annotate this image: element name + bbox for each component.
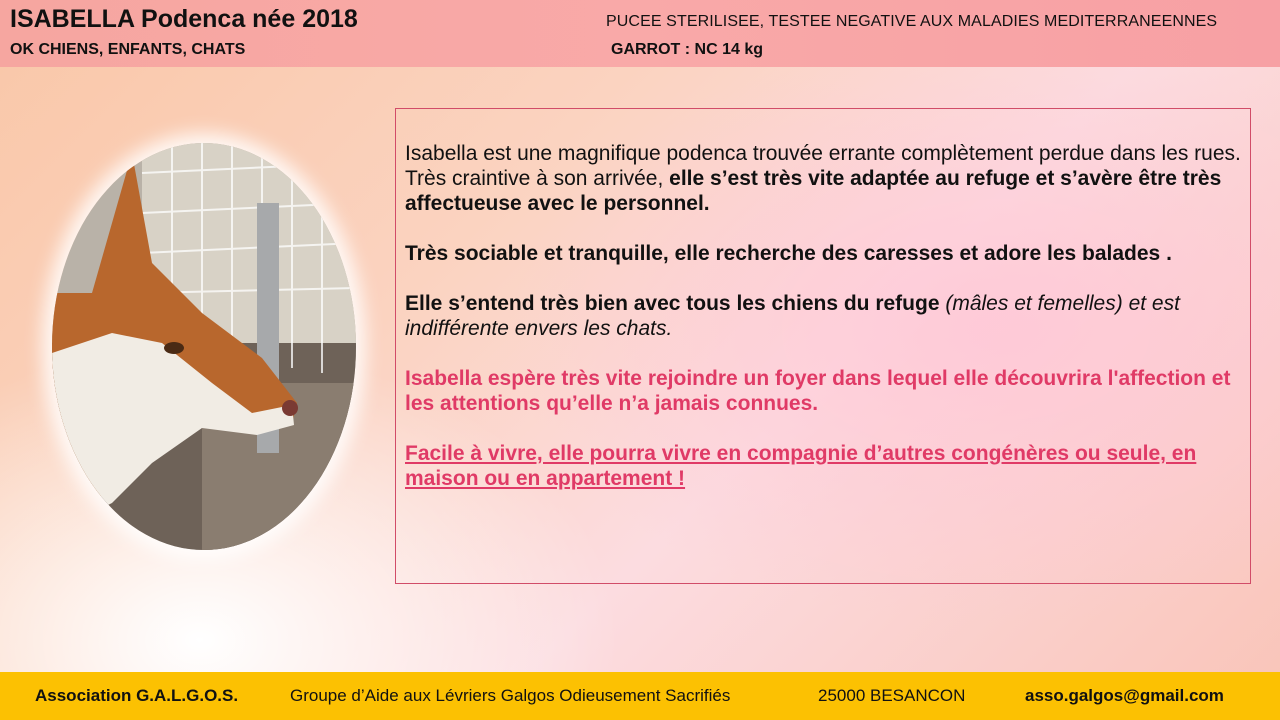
dog-photo <box>52 143 356 550</box>
arrival-paragraph: Très craintive à son arrivée, elle s’est très vite adaptée au refuge et s’avère être très affectueuse avec le personnel. <box>405 167 1222 215</box>
association-email: asso.galgos@gmail.com <box>1025 686 1224 705</box>
intro-paragraph: Isabella est une magnifique podenca trouvée errante complètement perdue dans les rues. <box>405 142 1241 165</box>
easy-living-paragraph: Facile à vivre, elle pourra vivre en compagnie d’autres congénères ou seule, en maison ou en appartement ! <box>405 442 1197 490</box>
association-city: 25000 BESANCON <box>818 686 966 705</box>
sociable-paragraph: Très sociable et tranquille, elle recherche des caresses et adore les balades . <box>405 242 1172 265</box>
health-status: PUCEE STERILISEE, TESTEE NEGATIVE AUX MALADIES MEDITERRANEENNES <box>606 13 1218 30</box>
dogs-paragraph: Elle s’entend très bien avec tous les chiens du refuge (mâles et femelles) et est indifférente envers les chats. <box>405 292 1180 340</box>
header-banner <box>0 0 1280 67</box>
description-text <box>405 141 1245 491</box>
association-full-name: Groupe d’Aide aux Lévriers Galgos Odieusement Sacrifiés <box>290 686 731 705</box>
adapted-highlight: elle s’est très vite adaptée au refuge et s’avère être très affectueuse avec le personnel. <box>405 167 1222 215</box>
association-name: Association G.A.L.G.O.S. <box>35 686 239 705</box>
dog-title: ISABELLA Podenca née 2018 <box>10 5 358 33</box>
compatibility-line: OK CHIENS, ENFANTS, CHATS <box>10 41 246 58</box>
size-weight: GARROT : NC 14 kg <box>611 41 764 58</box>
hope-paragraph: Isabella espère très vite rejoindre un foyer dans lequel elle découvrira l'affection et les attentions qu’elle n’a jamais connues. <box>405 367 1231 415</box>
